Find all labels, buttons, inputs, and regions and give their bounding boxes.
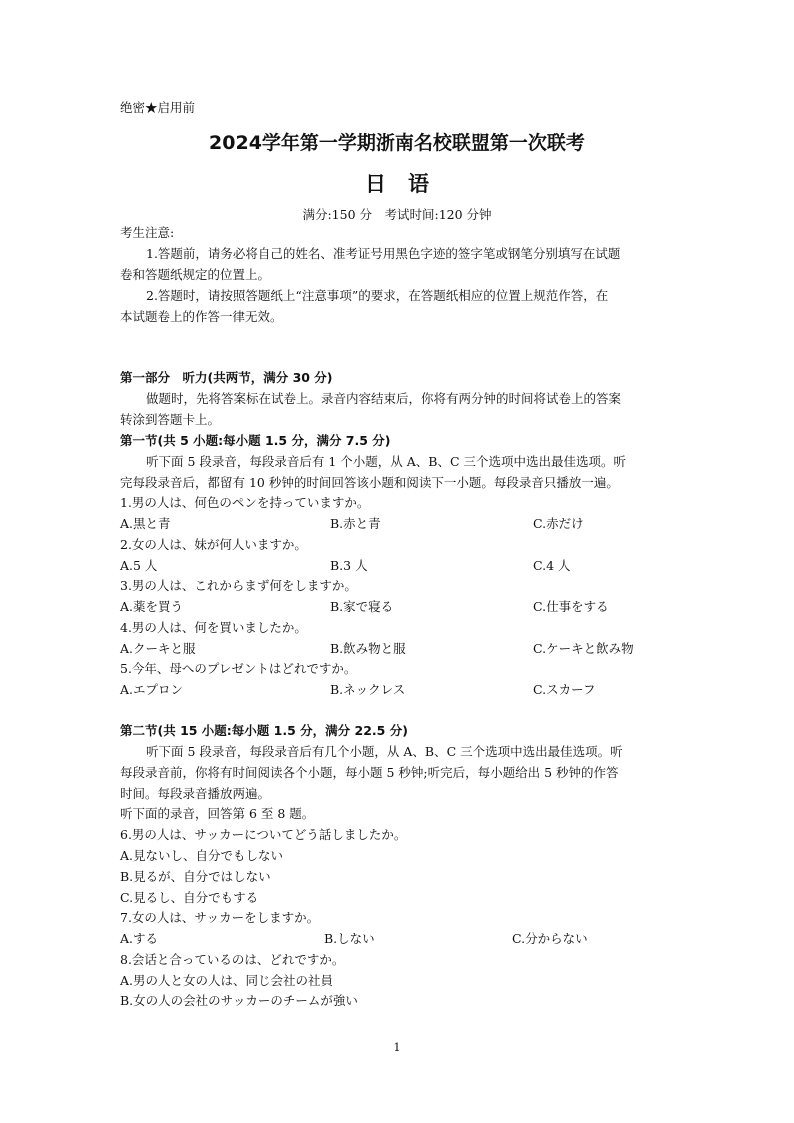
option-c: C.仕事をする (533, 599, 609, 614)
part1-heading: 第一部分 听力(共两节，满分 30 分) (120, 370, 333, 385)
section2-heading: 第二节(共 15 小题:每小题 1.5 分，满分 22.5 分) (120, 723, 408, 738)
section1-heading: 第一节(共 5 小题:每小题 1.5 分，满分 7.5 分) (120, 433, 391, 448)
question-1: 1.男の人は、何色のペンを持っていますか。 (120, 495, 370, 510)
part1-intro: 做题时，先将答案标在试卷上。录音内容结束后，你将有两分钟的时间将试卷上的答案 (146, 391, 622, 406)
question-2: 2.女の人は、妹が何人いますか。 (120, 537, 307, 552)
exam-title: 2024学年第一学期浙南名校联盟第一次联考 (209, 132, 585, 154)
option-a: A.男の人と女の人は、同じ会社の社員 (120, 973, 334, 988)
option-b: B.赤と青 (330, 516, 381, 531)
option-a: A.エプロン (120, 682, 184, 697)
section1-intro: 听下面 5 段录音，每段录音后有 1 个小题，从 A、B、C 三个选项中选出最佳选项。听 (146, 454, 627, 469)
option-a: A.見ないし、自分でもしない (120, 848, 284, 863)
confidential-label: 绝密★启用前 (120, 100, 196, 115)
option-b: B.しない (324, 931, 375, 946)
option-b: B.飲み物と服 (330, 641, 406, 656)
section1-intro-cont: 完每段录音后，都留有 10 秒钟的时间回答该小题和阅读下一小题。每段录音只播放一遍。 (120, 475, 619, 490)
score-info: 满分:150 分 考试时间:120 分钟 (302, 207, 492, 222)
option-c: C.4 人 (533, 558, 571, 573)
section2-intro-cont: 每段录音前，你将有时间阅读各个小题，每小题 5 秒钟;听完后，每小题给出 5 秒钟的作答 (120, 765, 619, 780)
question-3: 3.男の人は、これからまず何をしますか。 (120, 578, 357, 593)
section2-intro: 听下面 5 段录音，每段录音后有几个小题，从 A、B、C 三个选项中选出最佳选项。听 (146, 744, 623, 759)
question-6: 6.男の人は、サッカーについてどう話しましたか。 (120, 827, 407, 842)
notice-item-2: 2.答题时，请按照答题纸上“注意事项”的要求，在答题纸相应的位置上规范作答，在 (146, 288, 609, 303)
option-a: A.する (120, 931, 159, 946)
option-c: C.赤だけ (533, 516, 584, 531)
subject-title: 日语 (365, 172, 451, 196)
option-a: A.黒と青 (120, 516, 171, 531)
part1-intro-cont: 转涂到答题卡上。 (120, 412, 221, 427)
question-8: 8.会话と合っているのは、どれですか。 (120, 952, 345, 967)
option-c: C.見るし、自分でもする (120, 890, 259, 905)
option-b: B.見るが、自分ではしない (120, 869, 271, 884)
option-c: C.分からない (512, 931, 588, 946)
option-b: B.家で寝る (330, 599, 394, 614)
option-b: B.女の人の会社のサッカーのチームが強い (120, 993, 358, 1008)
option-a: A.5 人 (120, 558, 158, 573)
question-7: 7.女の人は、サッカーをしますか。 (120, 910, 320, 925)
question-5: 5.今年、母へのプレゼントはどれですか。 (120, 661, 357, 676)
option-b: B.3 人 (330, 558, 368, 573)
option-b: B.ネックレス (330, 682, 406, 697)
listen-note: 听下面的录音，回答第 6 至 8 题。 (120, 806, 315, 821)
notice-item-1-cont: 卷和答题纸规定的位置上。 (120, 267, 271, 282)
notice-item-1: 1.答题前，请务必将自己的姓名、准考证号用黑色字迹的签字笔或钢笔分别填写在试题 (146, 246, 621, 261)
notice-item-2-cont: 本试题卷上的作答一律无效。 (120, 309, 283, 324)
notice-heading: 考生注意: (120, 225, 175, 240)
section2-intro-cont-2: 时间。每段录音播放两遍。 (120, 786, 271, 801)
page-number: 1 (393, 1041, 401, 1054)
option-c: C.スカーフ (533, 682, 596, 697)
question-4: 4.男の人は、何を買いましたか。 (120, 620, 307, 635)
option-a: A.クーキと服 (120, 641, 196, 656)
option-a: A.薬を買う (120, 599, 184, 614)
option-c: C.ケーキと飲み物 (533, 641, 634, 656)
